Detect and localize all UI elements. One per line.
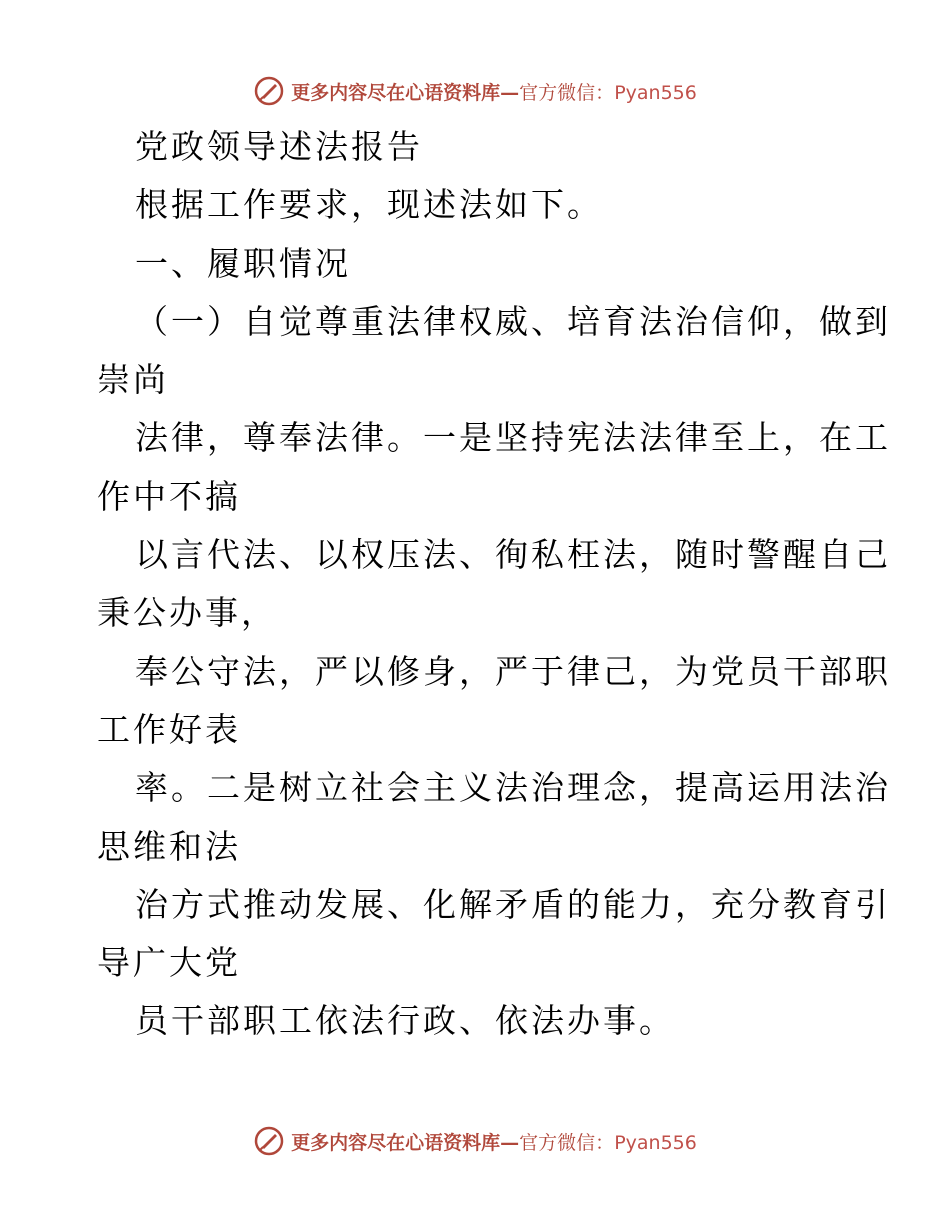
quill-logo-icon: [253, 1125, 285, 1157]
paragraph-line: 思维和法: [97, 826, 241, 866]
paragraph-line: 崇尚: [97, 360, 169, 400]
watermark-text: 更多内容尽在心语资料库—官方微信：Pyan556: [291, 1131, 697, 1154]
paragraph-line: 作中不搞: [97, 476, 241, 516]
header-watermark: [0, 71, 950, 111]
section-heading: 一、履职情况: [135, 243, 351, 283]
paragraph-line: 法律，尊奉法律。一是坚持宪法法律至上，在工: [135, 418, 891, 458]
paragraph-line: （一）自觉尊重法律权威、培育法治信仰，做到: [135, 301, 891, 341]
paragraph-line: 以言代法、以权压法、徇私枉法，随时警醒自己: [135, 535, 891, 575]
quill-logo-icon: [253, 75, 285, 107]
paragraph-line: 根据工作要求，现述法如下。: [135, 185, 603, 225]
paragraph-line: 治方式推动发展、化解矛盾的能力，充分教育引: [135, 884, 891, 924]
paragraph-line: 工作好表: [97, 709, 241, 749]
paragraph-line: 导广大党: [97, 943, 241, 983]
paragraph-line: 员干部职工依法行政、依法办事。: [135, 1001, 675, 1041]
document-title: 党政领导述法报告: [135, 127, 423, 166]
watermark-text: 更多内容尽在心语资料库—官方微信：Pyan556: [291, 81, 697, 104]
footer-watermark: [0, 1121, 950, 1161]
paragraph-line: 率。二是树立社会主义法治理念，提高运用法治: [135, 768, 891, 808]
paragraph-line: 奉公守法，严以修身，严于律己，为党员干部职: [135, 651, 891, 691]
document-body: [97, 118, 891, 1051]
paragraph-line: 秉公办事，: [97, 593, 277, 633]
